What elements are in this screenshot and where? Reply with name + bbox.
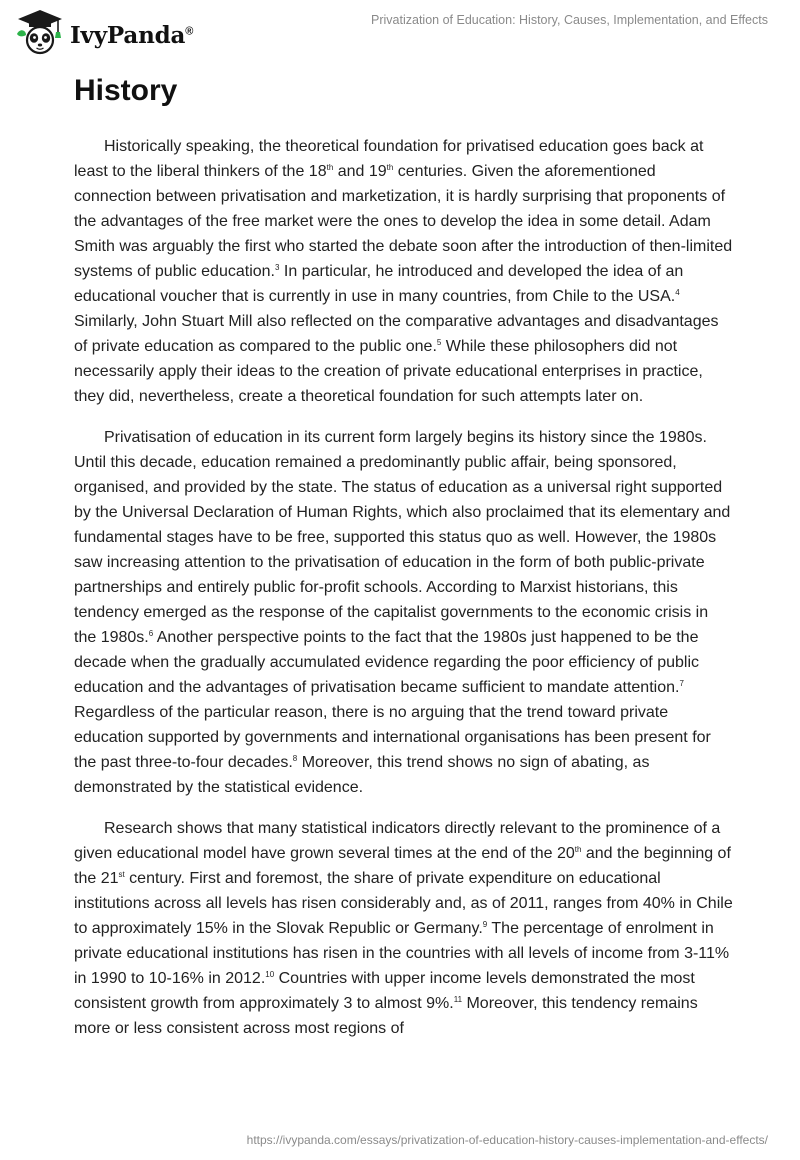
text-run: While these philosophers did not necessarily apply their ideas to the creation of private educational enterprises in practice, they did, nevertheless, create a theoretical foundation for such attempts later on. (74, 338, 703, 405)
paragraph-2 (74, 425, 734, 800)
paragraph-1 (74, 134, 734, 409)
page-header (0, 0, 800, 60)
footnote-ref: 11 (453, 995, 463, 1004)
footnote-ref: 3 (275, 263, 280, 272)
text-run: Similarly, John Stuart Mill also reflected on the comparative advantages and disadvantages of private education as compared to the public one. (74, 313, 719, 355)
ordinal-suffix: th (386, 163, 394, 172)
text-run: Historically speaking, the theoretical foundation for privatised education goes back at least to the liberal thinkers of the 18 (74, 138, 704, 180)
text-run: In particular, he introduced and developed the idea of an educational voucher that is currently in use in many countries, from Chile to the USA. (74, 263, 684, 305)
source-url-link[interactable]: https://ivypanda.com/essays/privatization-of-education-history-causes-implementation-and-effects/ (246, 1133, 768, 1147)
text-run: Privatisation of education in its current form largely begins its history since the 1980s. Until this decade, education remained a predominantly public affair, being sponsored, organised, and provided by the state. The status of education as a universal right supported by the Universal Declaration of Human Rights, which also proclaimed that its elementary and fundamental stages have to be free, supported this status quo as well. However, the 1980s saw increasing attention to the privatisation of education in the form of both public-private partnerships and entirely public for-profit schools. According to Marxist historians, this tendency emerged as the response of the capitalist governments to the economic crisis in the 1980s. (74, 429, 731, 646)
section-heading: History (74, 74, 178, 107)
article-body (74, 68, 734, 1041)
text-run: Moreover, this trend shows no sign of abating, as demonstrated by the statistical evidence. (74, 754, 650, 796)
text-run: Moreover, this tendency remains more or less consistent across most regions of (74, 995, 698, 1037)
footnote-ref: 7 (679, 679, 684, 688)
text-run: and 19 (333, 163, 387, 180)
paragraph-3 (74, 816, 734, 1041)
text-run: Another perspective points to the fact that the 1980s just happened to be the decade when the gradually accumulated evidence regarding the poor efficiency of public education and the advantages of privatisation became sufficient to mandate attention. (74, 629, 699, 696)
ordinal-suffix: th (574, 845, 582, 854)
ordinal-suffix: th (326, 163, 334, 172)
text-run: century. First and foremost, the share of private expenditure on educational institutions across all levels has risen considerably and, as of 2011, ranges from 40% in Chile to approximately 15% in the Slovak Republic or Germany. (74, 870, 733, 937)
footnote-ref: 8 (292, 754, 298, 763)
footnote-ref: 6 (148, 629, 154, 638)
text-run: Regardless of the particular reason, there is no arguing that the trend toward private education supported by governments and international organisations has been present for the past three-to-four decades. (74, 704, 711, 771)
panda-graduate-icon (14, 8, 66, 56)
ivypanda-logo[interactable] (14, 8, 193, 56)
registered-mark: ® (185, 24, 194, 37)
ordinal-suffix: st (118, 870, 125, 879)
brand-name: IvyPanda® (70, 21, 194, 49)
footnote-ref: 5 (436, 338, 442, 347)
text-run: The percentage of enrolment in private educational institutions has risen in the countries with all levels of income from 3-11% in 1990 to 10-16% in 2012. (74, 920, 730, 987)
text-run: Research shows that many statistical indicators directly relevant to the prominence of a given educational model have grown several times at the end of the 20 (74, 820, 721, 862)
footnote-ref: 10 (265, 970, 275, 979)
text-run: centuries. Given the aforementioned connection between privatisation and marketization, it is hardly surprising that proponents of the advantages of the free market were the ones to develop the idea in some detail. Adam Smith was arguably the first who started the debate soon after the introduction of then-limited systems of public education. (74, 163, 733, 280)
footnote-ref: 9 (482, 920, 488, 929)
text-run: Countries with upper income levels demonstrated the most consistent growth from approximately 3 to almost 9%. (74, 970, 695, 1012)
document-title: Privatization of Education: History, Causes, Implementation, and Effects (371, 13, 768, 27)
text-run: and the beginning of the 21 (74, 845, 731, 887)
footnote-ref: 4 (675, 288, 680, 297)
